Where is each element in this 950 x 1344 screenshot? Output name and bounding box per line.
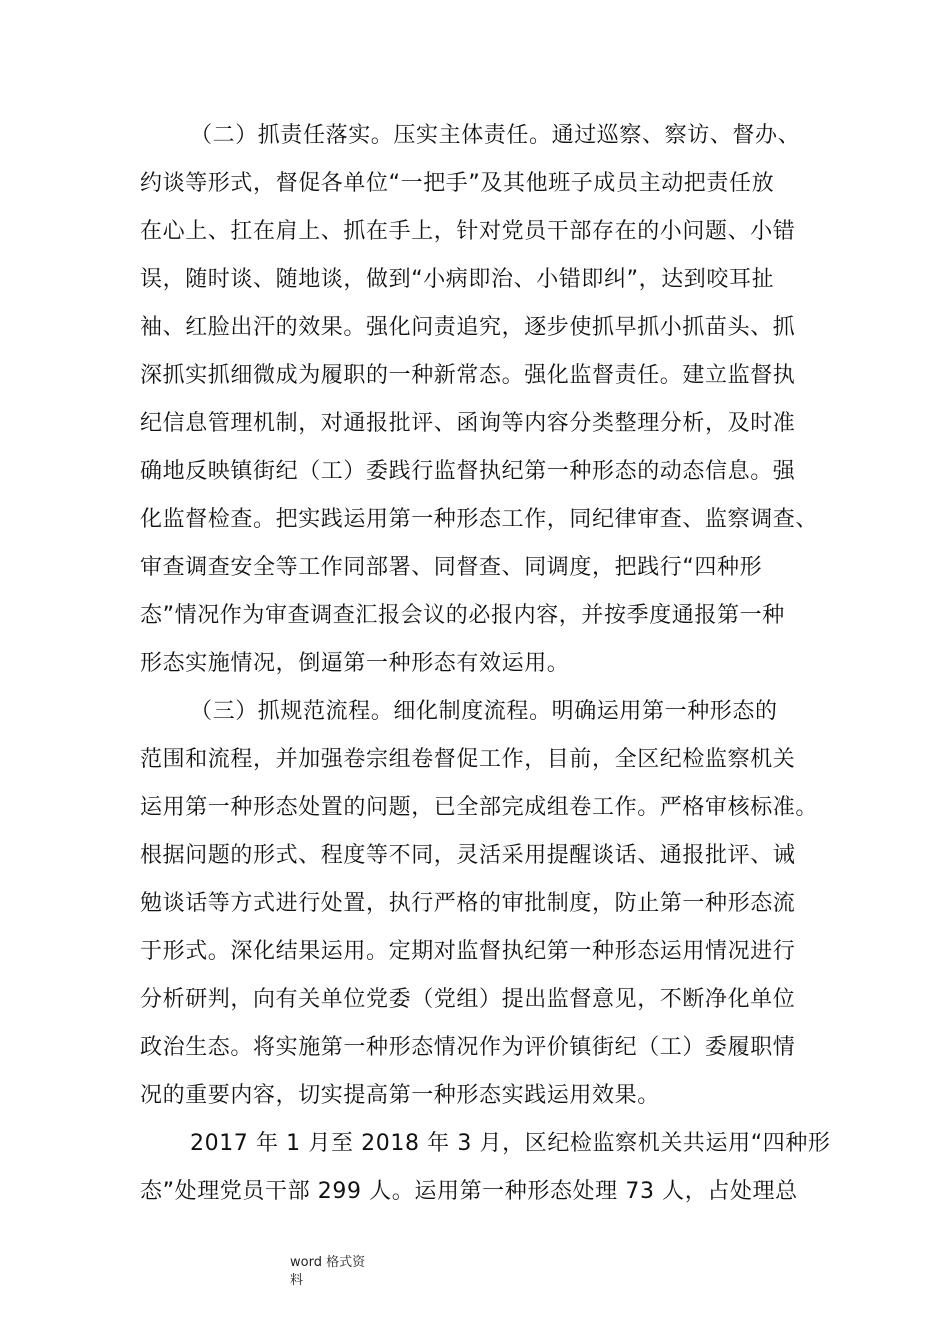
text-line: 约谈等形式，督促各单位“一把手”及其他班子成员主动把责任放: [140, 171, 775, 196]
text-line: 运用第一种形态处置的问题，已全部完成组卷工作。严格审核标准。: [140, 795, 819, 820]
text-line: （三）抓规范流程。细化制度流程。明确运用第一种形态的: [190, 699, 778, 724]
footer-line: word 格式资: [290, 1255, 366, 1270]
text-line: 误，随时谈、随地谈，做到“小病即治、小错即纠”，达到咬耳扯: [140, 267, 775, 292]
text-line: 化监督检查。把实践运用第一种形态工作，同纪律审查、监察调查、: [140, 507, 819, 532]
text-line: 范围和流程，并加强卷宗组卷督促工作，目前，全区纪检监察机关: [140, 747, 796, 772]
text-line: 于形式。深化结果运用。定期对监督执纪第一种形态运用情况进行: [140, 939, 796, 964]
text-line: 政治生态。将实施第一种形态情况作为评价镇街纪（工）委履职情: [140, 1035, 796, 1060]
text-line: （二）抓责任落实。压实主体责任。通过巡察、察访、督办、: [190, 123, 801, 148]
text-line: 根据问题的形式、程度等不同，灵活采用提醒谈话、通报批评、诫: [140, 843, 796, 868]
text-line: 在心上、扛在肩上、抓在手上，针对党员干部存在的小问题、小错: [140, 219, 796, 244]
footer-line: 料: [290, 1273, 304, 1288]
text-line: 审查调查安全等工作同部署、同督查、同调度，把践行“四种形: [140, 555, 763, 580]
text-line: 袖、红脸出汗的效果。强化问责追究，逐步使抓早抓小抓苗头、抓: [140, 315, 796, 340]
text-line: 分析研判，向有关单位党委（党组）提出监督意见，不断净化单位: [140, 987, 796, 1012]
text-line: 深抓实抓细微成为履职的一种新常态。强化监督责任。建立监督执: [140, 363, 796, 388]
page-footer: [290, 1254, 400, 1290]
text-line: 况的重要内容，切实提高第一种形态实践运用效果。: [140, 1083, 660, 1108]
text-line: 勉谈话等方式进行处置，执行严格的审批制度，防止第一种形态流: [140, 891, 796, 916]
text-line: 2017 年 1 月至 2018 年 3 月，区纪检监察机关共运用“四种形: [190, 1131, 831, 1156]
text-line: 确地反映镇街纪（工）委践行监督执纪第一种形态的动态信息。强: [140, 459, 796, 484]
text-line: 态”情况作为审查调查汇报会议的必报内容，并按季度通报第一种: [140, 603, 785, 628]
text-line: 纪信息管理机制，对通报批评、函询等内容分类整理分析，及时准: [140, 411, 796, 436]
text-line: 形态实施情况，倒逼第一种形态有效运用。: [140, 651, 570, 676]
text-line: 态”处理党员干部 299 人。运用第一种形态处理 73 人，占处理总: [140, 1179, 798, 1204]
